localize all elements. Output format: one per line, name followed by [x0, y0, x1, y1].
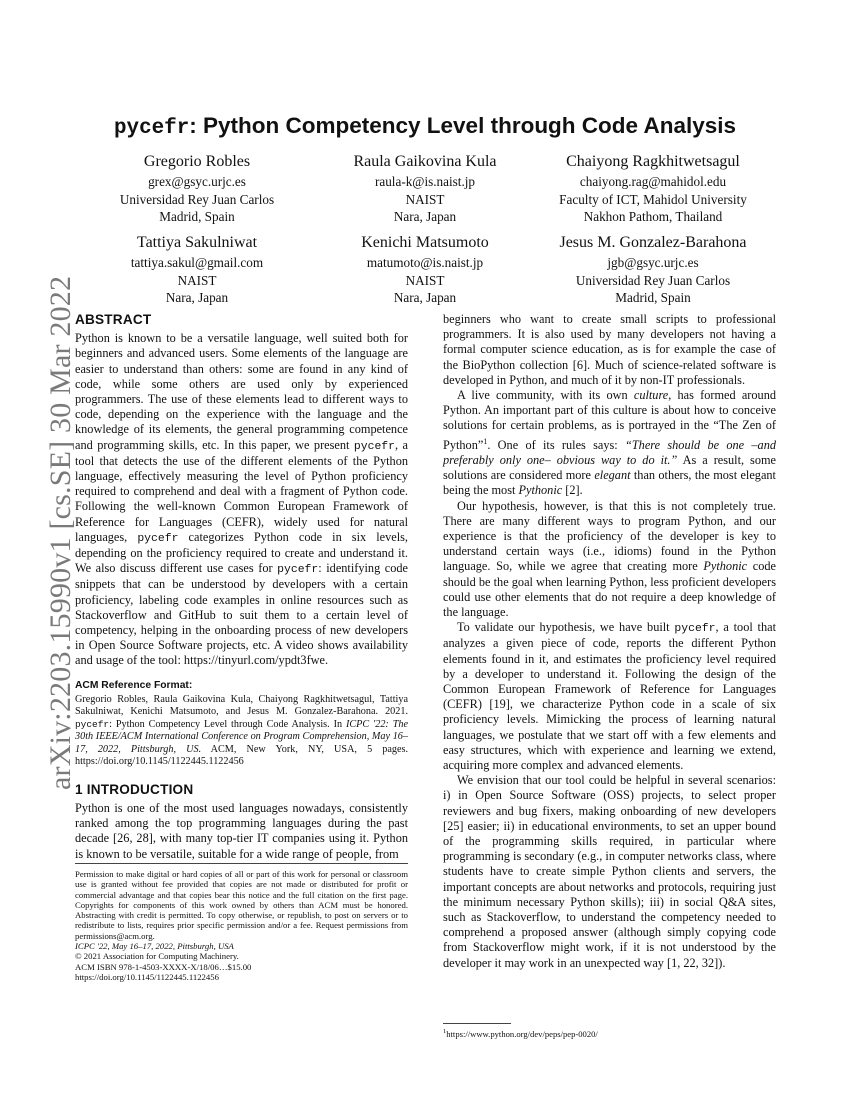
permission-venue: ICPC '22, May 16–17, 2022, Pittsburgh, USA: [75, 941, 234, 952]
author-location: Nara, Japan: [165, 290, 229, 305]
author-block: [82, 232, 312, 307]
author-name: Gregorio Robles: [143, 153, 251, 170]
author-name: Kenichi Matsumoto: [361, 234, 489, 251]
author-location: Madrid, Spain: [159, 209, 235, 224]
permission-text: Permission to make digital or hard copies of all or part of this work for personal or classroom use is granted without fee provided that copies are not made or distributed for profit or commercial advantage and that copies bear this notice and the full citation on the first page. Copyrights for components of this work owned by others than ACM must be honored. Abstracting with credit is permitted. To copy otherwise, or republish, to post on servers or to redistribute to lists, requires prior specific permission and/or a fee. Request permissions from permissions@acm.org.: [75, 869, 408, 941]
author-block: [310, 232, 540, 307]
author-affiliation: Universidad Rey Juan Carlos: [119, 191, 275, 207]
author-block: [538, 232, 768, 307]
author-email: matumoto@is.naist.jp: [366, 255, 484, 270]
arxiv-stamp: arXiv:2203.15990v1 [cs.SE] 30 Mar 2022: [44, 275, 77, 790]
intro-paragraph: We envision that our tool could be helpful in several scenarios: i) in Open Source Software (OSS) projects, to select proper reviewers and bug fixers, making onboarding of new developers [25] easier; ii) in educational environments, to set an upper bound of the programming skills required, in particular where programming is secondary (e.g., in computer networks class, where students have to create simple Python clients and servers, the important concepts are about networks and protocols, requiring just the minimum necessary Python skills); iii) in social Q&A sites, such as Stackoverflow, to understand the competency needed to comprehend a proposed answer (although simply copying code from Stackoverflow might work, if it is not understood by the developer it may work in an unexpected way [1, 22, 32]).: [443, 773, 776, 970]
intro-paragraph: To validate our hypothesis, we have built pycefr, a tool that analyzes a given piece of code, reports the different Python elements found in it, and estimates the proficiency level required by a developer to understand it. Following the design of the Common European Framework of Reference for Languages (CEFR) [19], we characterize Python code in a scale of six proficiency levels. Mimicking the process of learning natural languages, we postulate that we start off with a few elements and easy structures, which with experience and learning we extend, acquiring more complex and advanced elements.: [443, 620, 776, 772]
author-email: grex@gsyc.urjc.es: [148, 174, 246, 189]
permission-doi: https://doi.org/10.1145/1122445.1122456: [75, 971, 219, 982]
permission-notice: [75, 863, 408, 982]
abstract-heading: ABSTRACT: [75, 312, 152, 327]
author-name: Jesus M. Gonzalez-Barahona: [559, 234, 747, 251]
author-email: raula-k@is.naist.jp: [374, 174, 476, 189]
abstract-text: Python is known to be a versatile language, well suited both for beginners and advanced users. Some elements of the language are easier to understand than others: some are found in any kind of code, while some others are used only by experienced programmers. The use of these elements lead to different ways to code, depending on the experience with the language and the knowledge of its elements, the general programming competence and programming skills, etc. In this paper, we present pycefr, a tool that detects the use of the different elements of the Python language, effectively measuring the level of Python proficiency required to comprehend and deal with a fragment of Python code. Following the well-known Common European Framework of Reference for Languages (CEFR), widely used for natural languages, pycefr categorizes Python code in six levels, depending on the proficiency required to create and understand it. We also discuss different use cases for pycefr: identifying code snippets that can be understood by developers with a certain proficiency, labeling code examples in online resources such as Stackoverflow and GitHub to suit them to a certain level of competency, helping in the onboarding process of new developers in Open Source Software projects, etc. A video shows availability and usage of the tool: https://tinyurl.com/ypdt3fwe.: [75, 331, 409, 668]
author-block: [82, 151, 312, 226]
author-affiliation: NAIST: [405, 272, 445, 288]
permission-isbn: ACM ISBN 978-1-4503-XXXX-X/18/06…$15.00: [75, 961, 252, 972]
author-email: chaiyong.rag@mahidol.edu: [579, 174, 727, 189]
author-block: [538, 151, 768, 226]
footnote-marker: 1: [483, 436, 488, 446]
author-block: [310, 151, 540, 226]
title-tool-name: pycefr: [113, 117, 190, 140]
permission-copyright: © 2021 Association for Computing Machinery.: [75, 951, 239, 962]
author-email: tattiya.sakul@gmail.com: [130, 255, 264, 270]
paper-title: [0, 113, 850, 140]
intro-paragraph: Our hypothesis, however, is that this is not completely true. There are many different ways to program Python, and our experience is that the proficiency of the developer is key to understand certain ways (i.e., idioms) found in the Python language. So, while we agree that creating more Pythonic code should be the goal when learning Python, less proficient developers could use other elements that do not require a deep knowledge of the language.: [443, 498, 776, 619]
author-name: Chaiyong Ragkhitwetsagul: [566, 153, 740, 170]
author-email: jgb@gsyc.urjc.es: [607, 255, 699, 270]
acm-ref-text: Gregorio Robles, Raula Gaikovina Kula, Chaiyong Ragkhitwetsagul, Tattiya Sakulniwat, Kenichi Matsumoto, and Jesus M. Gonzalez-Barahona. 2021. pycefr: Python Competency Level through Code Analysis. In ICPC '22: The 30th IEEE/ACM International Conference on Program Comprehension, May 16–17, 2022, Pittsburgh, US. ACM, New York, NY, USA, 5 pages. https://doi.org/10.1145/1122445.1122456: [75, 693, 408, 768]
footnote-url: https://www.python.org/dev/peps/pep-0020/: [446, 1028, 598, 1039]
author-name: Tattiya Sakulniwat: [136, 234, 258, 251]
left-column: [75, 312, 408, 862]
author-location: Nara, Japan: [393, 209, 457, 224]
right-column: [443, 312, 776, 971]
intro-paragraph: Python is one of the most used languages nowadays, consistently ranked among the top programming languages during the past decade [26, 28], with many top-tier IT companies using it. Python is known to be versatile, suitable for a wide range of people, from: [75, 801, 408, 861]
footnote-text: $^1$https://www.python.org/dev/peps/pep-0020/: [443, 1028, 598, 1039]
author-affiliation: Faculty of ICT, Mahidol University: [559, 191, 747, 207]
author-location: Nakhon Pathom, Thailand: [583, 209, 723, 224]
author-affiliation: NAIST: [177, 272, 217, 288]
author-location: Nara, Japan: [393, 290, 457, 305]
author-name: Raula Gaikovina Kula: [353, 153, 497, 170]
acm-ref-heading: ACM Reference Format:: [75, 679, 193, 691]
intro-heading: 1 INTRODUCTION: [75, 781, 194, 797]
author-location: Madrid, Spain: [615, 290, 691, 305]
intro-paragraph: beginners who want to create small scripts to professional programmers. It is also used by many developers not having a formal computer science education, as is for example the case of the BioPython collection [6]. Much of science-related software is developed in Python, and much of it by non-IT professionals.: [443, 312, 776, 387]
title-rest: : Python Competency Level through Code Analysis: [189, 113, 737, 138]
footnote-rule: [443, 1023, 511, 1024]
author-affiliation: Universidad Rey Juan Carlos: [575, 272, 731, 288]
intro-paragraph: A live community, with its own culture, has formed around Python. An important part of this culture is about how to conceive solutions for certain problems, as is portrayed in the “The Zen of Python”$^1$. One of its rules says: “There should be one –and preferably only one– obvious way to do it.” As a result, some solutions are considered more elegant than others, the most elegant being the most Pythonic [2].: [443, 388, 777, 498]
author-affiliation: NAIST: [405, 191, 445, 207]
